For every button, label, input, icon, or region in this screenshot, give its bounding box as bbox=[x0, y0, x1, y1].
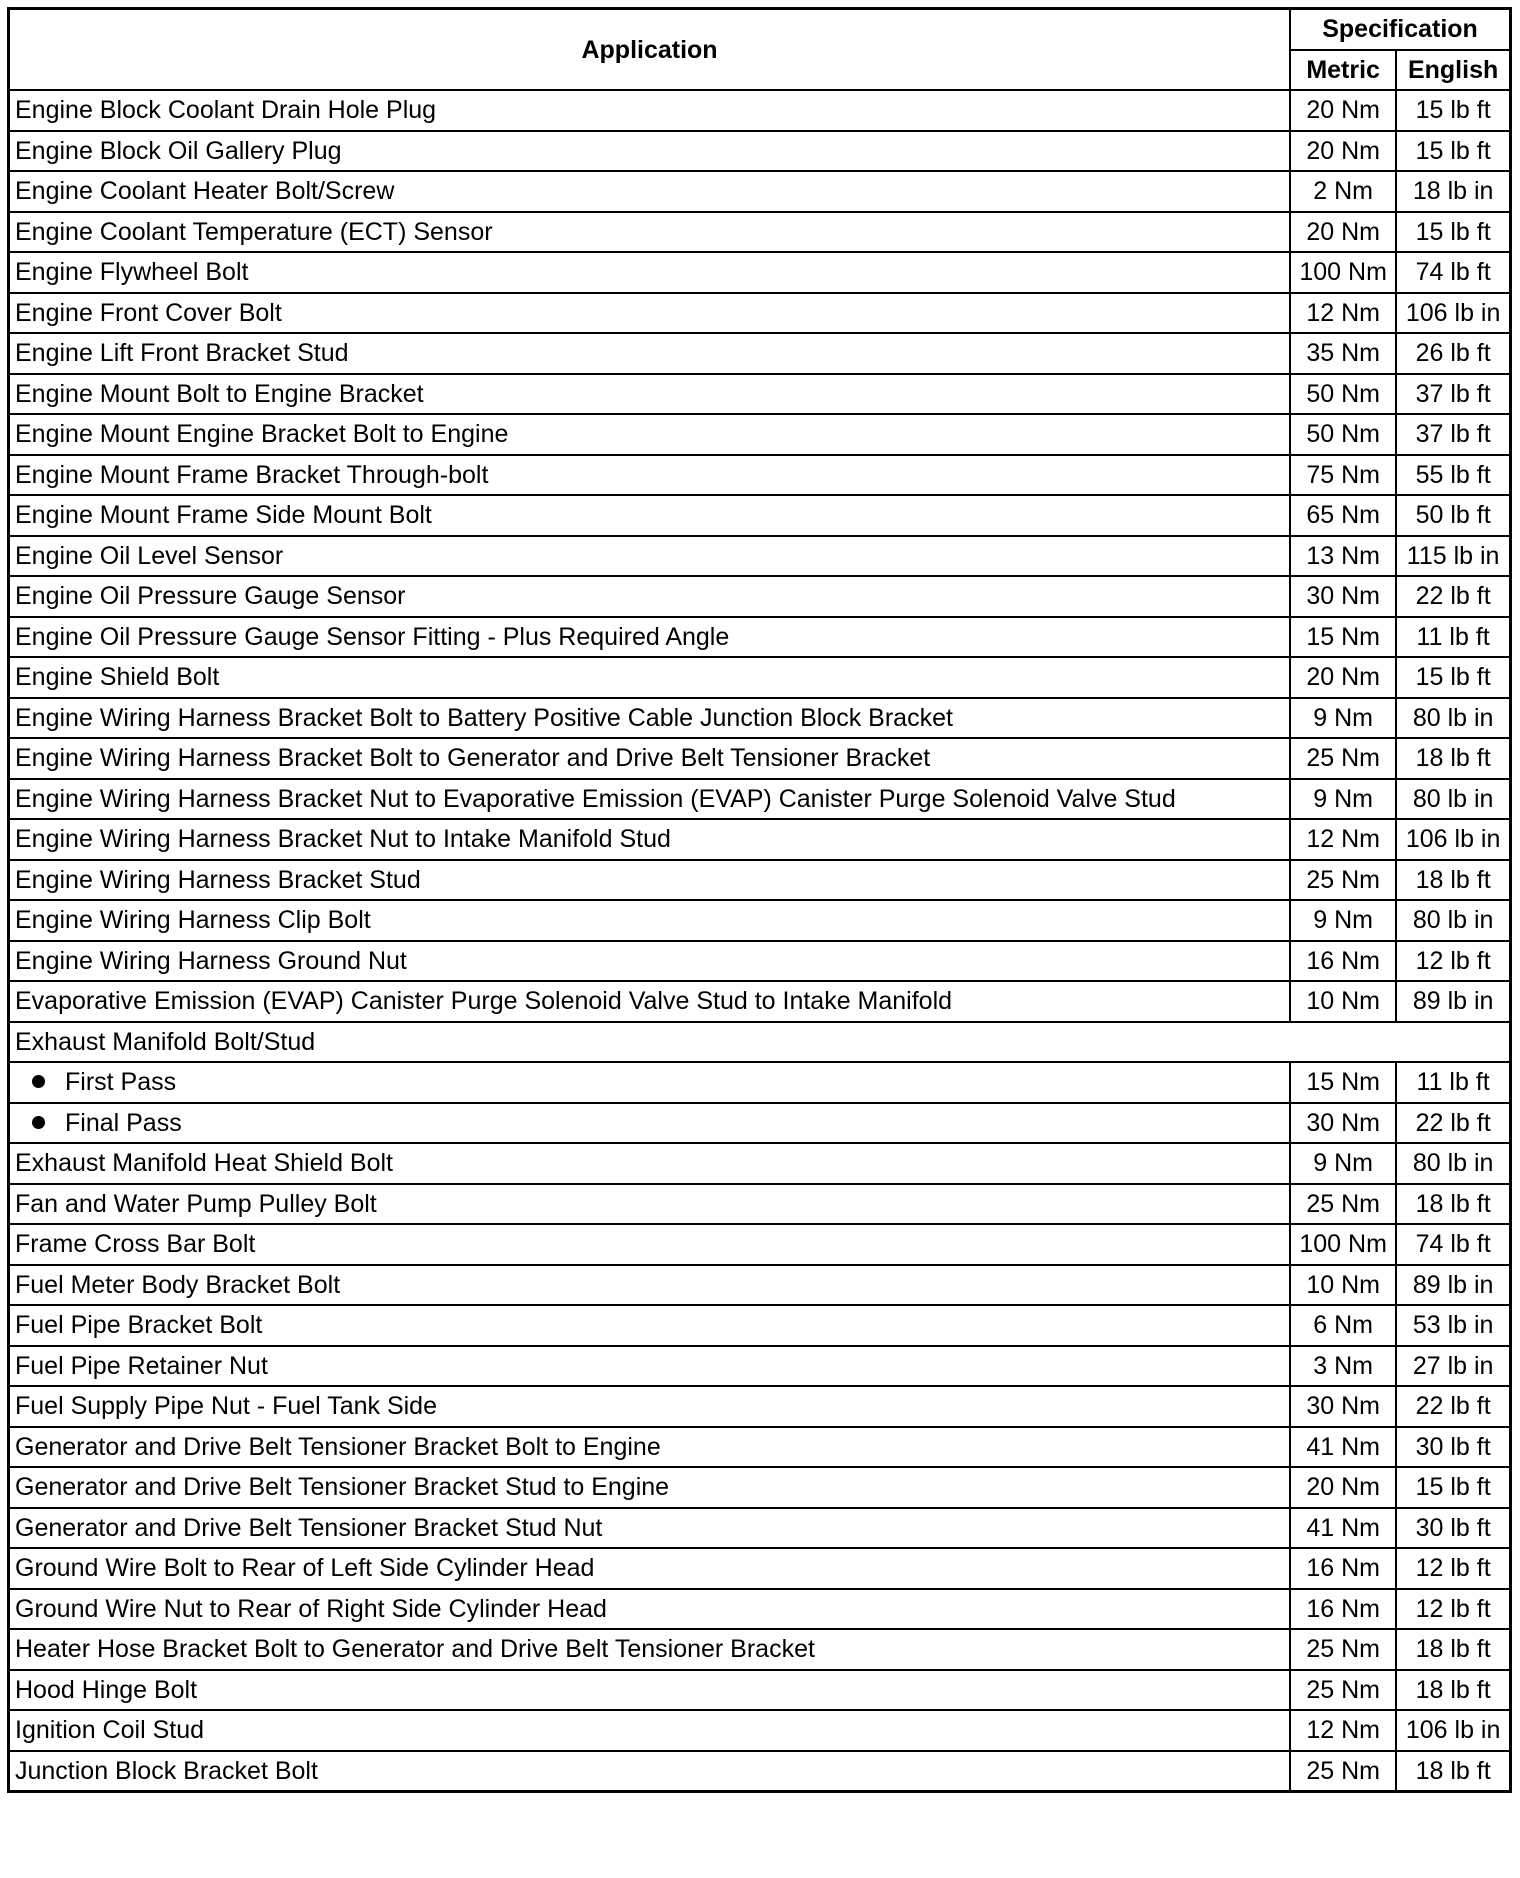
metric-cell: 9 Nm bbox=[1290, 779, 1396, 820]
metric-cell: 20 Nm bbox=[1290, 90, 1396, 131]
metric-cell: 41 Nm bbox=[1290, 1427, 1396, 1468]
application-cell: Ground Wire Bolt to Rear of Left Side Cylinder Head bbox=[9, 1548, 1291, 1589]
application-cell: Engine Wiring Harness Bracket Nut to Intake Manifold Stud bbox=[9, 819, 1291, 860]
english-cell: 37 lb ft bbox=[1396, 374, 1510, 415]
table-row bbox=[9, 1427, 1511, 1468]
metric-cell: 12 Nm bbox=[1290, 293, 1396, 334]
table-row bbox=[9, 536, 1511, 577]
application-cell: Engine Mount Frame Bracket Through-bolt bbox=[9, 455, 1291, 496]
table-row bbox=[9, 1022, 1511, 1063]
table-row bbox=[9, 1062, 1511, 1103]
metric-cell: 25 Nm bbox=[1290, 1184, 1396, 1225]
table-row bbox=[9, 1467, 1511, 1508]
metric-cell: 75 Nm bbox=[1290, 455, 1396, 496]
english-cell: 26 lb ft bbox=[1396, 333, 1510, 374]
metric-cell: 25 Nm bbox=[1290, 1629, 1396, 1670]
specification-header: Specification bbox=[1290, 9, 1510, 50]
application-cell: Engine Wiring Harness Bracket Nut to Evaporative Emission (EVAP) Canister Purge Solenoid Valve Stud bbox=[9, 779, 1291, 820]
table-row bbox=[9, 1589, 1511, 1630]
metric-cell: 30 Nm bbox=[1290, 1386, 1396, 1427]
application-cell: Engine Lift Front Bracket Stud bbox=[9, 333, 1291, 374]
english-cell: 22 lb ft bbox=[1396, 1103, 1510, 1144]
metric-cell: 16 Nm bbox=[1290, 1589, 1396, 1630]
application-cell: Engine Mount Frame Side Mount Bolt bbox=[9, 495, 1291, 536]
english-cell: 74 lb ft bbox=[1396, 1224, 1510, 1265]
application-cell: Heater Hose Bracket Bolt to Generator and Drive Belt Tensioner Bracket bbox=[9, 1629, 1291, 1670]
application-cell: Engine Wiring Harness Bracket Bolt to Generator and Drive Belt Tensioner Bracket bbox=[9, 738, 1291, 779]
english-cell: 80 lb in bbox=[1396, 1143, 1510, 1184]
english-cell: 50 lb ft bbox=[1396, 495, 1510, 536]
metric-cell: 12 Nm bbox=[1290, 819, 1396, 860]
english-cell: 37 lb ft bbox=[1396, 414, 1510, 455]
english-header: English bbox=[1396, 50, 1510, 91]
table-row bbox=[9, 1224, 1511, 1265]
application-cell: Engine Coolant Heater Bolt/Screw bbox=[9, 171, 1291, 212]
english-cell: 89 lb in bbox=[1396, 1265, 1510, 1306]
english-cell: 106 lb in bbox=[1396, 293, 1510, 334]
table-row bbox=[9, 981, 1511, 1022]
metric-cell: 30 Nm bbox=[1290, 576, 1396, 617]
header-row-top bbox=[9, 9, 1511, 50]
english-cell: 74 lb ft bbox=[1396, 252, 1510, 293]
application-cell: Engine Oil Level Sensor bbox=[9, 536, 1291, 577]
metric-cell: 16 Nm bbox=[1290, 941, 1396, 982]
metric-cell: 35 Nm bbox=[1290, 333, 1396, 374]
table-row bbox=[9, 252, 1511, 293]
application-cell: Junction Block Bracket Bolt bbox=[9, 1751, 1291, 1792]
metric-cell: 20 Nm bbox=[1290, 657, 1396, 698]
english-cell: 12 lb ft bbox=[1396, 1589, 1510, 1630]
application-cell: Generator and Drive Belt Tensioner Bracket Stud Nut bbox=[9, 1508, 1291, 1549]
metric-cell: 41 Nm bbox=[1290, 1508, 1396, 1549]
application-cell: Engine Wiring Harness Bracket Bolt to Battery Positive Cable Junction Block Bracket bbox=[9, 698, 1291, 739]
application-cell: Engine Flywheel Bolt bbox=[9, 252, 1291, 293]
metric-cell: 50 Nm bbox=[1290, 414, 1396, 455]
torque-specification-table bbox=[7, 7, 1512, 1793]
metric-cell: 10 Nm bbox=[1290, 1265, 1396, 1306]
application-cell: Engine Wiring Harness Bracket Stud bbox=[9, 860, 1291, 901]
metric-cell: 50 Nm bbox=[1290, 374, 1396, 415]
table-row bbox=[9, 576, 1511, 617]
application-cell: Engine Oil Pressure Gauge Sensor Fitting - Plus Required Angle bbox=[9, 617, 1291, 658]
table-row bbox=[9, 1508, 1511, 1549]
metric-cell: 25 Nm bbox=[1290, 1751, 1396, 1792]
application-cell: Engine Mount Bolt to Engine Bracket bbox=[9, 374, 1291, 415]
application-text: Final Pass bbox=[65, 1108, 182, 1137]
english-cell: 11 lb ft bbox=[1396, 1062, 1510, 1103]
table-row bbox=[9, 1629, 1511, 1670]
application-cell: Engine Wiring Harness Clip Bolt bbox=[9, 900, 1291, 941]
application-cell: Engine Shield Bolt bbox=[9, 657, 1291, 698]
application-cell: Engine Block Oil Gallery Plug bbox=[9, 131, 1291, 172]
application-cell: Exhaust Manifold Heat Shield Bolt bbox=[9, 1143, 1291, 1184]
table-row bbox=[9, 414, 1511, 455]
metric-cell: 100 Nm bbox=[1290, 1224, 1396, 1265]
english-cell: 55 lb ft bbox=[1396, 455, 1510, 496]
english-cell: 15 lb ft bbox=[1396, 90, 1510, 131]
table-row bbox=[9, 1386, 1511, 1427]
table-row bbox=[9, 171, 1511, 212]
table-row bbox=[9, 1710, 1511, 1751]
table-row bbox=[9, 860, 1511, 901]
application-cell: Fuel Supply Pipe Nut - Fuel Tank Side bbox=[9, 1386, 1291, 1427]
application-cell: Generator and Drive Belt Tensioner Bracket Bolt to Engine bbox=[9, 1427, 1291, 1468]
application-cell: Engine Block Coolant Drain Hole Plug bbox=[9, 90, 1291, 131]
application-cell bbox=[9, 1103, 1291, 1144]
application-header: Application bbox=[9, 9, 1291, 91]
english-cell: 18 lb ft bbox=[1396, 860, 1510, 901]
english-cell: 11 lb ft bbox=[1396, 617, 1510, 658]
english-cell: 15 lb ft bbox=[1396, 212, 1510, 253]
english-cell: 15 lb ft bbox=[1396, 131, 1510, 172]
application-cell: Fuel Pipe Bracket Bolt bbox=[9, 1305, 1291, 1346]
application-cell: Ignition Coil Stud bbox=[9, 1710, 1291, 1751]
metric-cell: 30 Nm bbox=[1290, 1103, 1396, 1144]
application-cell: Fuel Meter Body Bracket Bolt bbox=[9, 1265, 1291, 1306]
english-cell: 30 lb ft bbox=[1396, 1508, 1510, 1549]
table-row bbox=[9, 1184, 1511, 1225]
table-row bbox=[9, 617, 1511, 658]
application-cell: Engine Oil Pressure Gauge Sensor bbox=[9, 576, 1291, 617]
table-header bbox=[9, 9, 1511, 91]
application-text: First Pass bbox=[65, 1068, 177, 1097]
english-cell: 18 lb ft bbox=[1396, 1670, 1510, 1711]
english-cell: 18 lb ft bbox=[1396, 738, 1510, 779]
english-cell: 18 lb ft bbox=[1396, 1629, 1510, 1670]
table-row bbox=[9, 1548, 1511, 1589]
table-row bbox=[9, 1265, 1511, 1306]
metric-cell: 2 Nm bbox=[1290, 171, 1396, 212]
metric-cell: 9 Nm bbox=[1290, 900, 1396, 941]
metric-cell: 20 Nm bbox=[1290, 1467, 1396, 1508]
metric-cell: 9 Nm bbox=[1290, 1143, 1396, 1184]
table-row bbox=[9, 941, 1511, 982]
table-row bbox=[9, 333, 1511, 374]
table-row bbox=[9, 455, 1511, 496]
metric-header: Metric bbox=[1290, 50, 1396, 91]
english-cell: 106 lb in bbox=[1396, 819, 1510, 860]
application-cell: Fan and Water Pump Pulley Bolt bbox=[9, 1184, 1291, 1225]
table-body bbox=[9, 90, 1511, 1792]
table-row bbox=[9, 1143, 1511, 1184]
application-cell: Generator and Drive Belt Tensioner Bracket Stud to Engine bbox=[9, 1467, 1291, 1508]
metric-cell: 3 Nm bbox=[1290, 1346, 1396, 1387]
metric-cell: 25 Nm bbox=[1290, 738, 1396, 779]
english-cell: 80 lb in bbox=[1396, 779, 1510, 820]
metric-cell: 13 Nm bbox=[1290, 536, 1396, 577]
table-row bbox=[9, 1305, 1511, 1346]
application-cell: Fuel Pipe Retainer Nut bbox=[9, 1346, 1291, 1387]
english-cell: 12 lb ft bbox=[1396, 941, 1510, 982]
english-cell: 53 lb in bbox=[1396, 1305, 1510, 1346]
english-cell: 80 lb in bbox=[1396, 900, 1510, 941]
metric-cell: 6 Nm bbox=[1290, 1305, 1396, 1346]
english-cell: 106 lb in bbox=[1396, 1710, 1510, 1751]
english-cell: 18 lb ft bbox=[1396, 1751, 1510, 1792]
metric-cell: 20 Nm bbox=[1290, 131, 1396, 172]
english-cell: 18 lb ft bbox=[1396, 1184, 1510, 1225]
bullet-icon bbox=[32, 1075, 45, 1088]
table-row bbox=[9, 819, 1511, 860]
table-row bbox=[9, 1103, 1511, 1144]
table-row bbox=[9, 1346, 1511, 1387]
metric-cell: 25 Nm bbox=[1290, 860, 1396, 901]
english-cell: 115 lb in bbox=[1396, 536, 1510, 577]
metric-cell: 100 Nm bbox=[1290, 252, 1396, 293]
english-cell: 30 lb ft bbox=[1396, 1427, 1510, 1468]
metric-cell: 15 Nm bbox=[1290, 617, 1396, 658]
application-cell: Evaporative Emission (EVAP) Canister Purge Solenoid Valve Stud to Intake Manifold bbox=[9, 981, 1291, 1022]
metric-cell: 12 Nm bbox=[1290, 1710, 1396, 1751]
english-cell: 15 lb ft bbox=[1396, 657, 1510, 698]
table-row bbox=[9, 495, 1511, 536]
application-cell: Engine Coolant Temperature (ECT) Sensor bbox=[9, 212, 1291, 253]
metric-cell: 9 Nm bbox=[1290, 698, 1396, 739]
bullet-icon bbox=[32, 1116, 45, 1129]
english-cell: 27 lb in bbox=[1396, 1346, 1510, 1387]
table-row bbox=[9, 90, 1511, 131]
table-row bbox=[9, 212, 1511, 253]
metric-cell: 16 Nm bbox=[1290, 1548, 1396, 1589]
metric-cell: 10 Nm bbox=[1290, 981, 1396, 1022]
english-cell: 15 lb ft bbox=[1396, 1467, 1510, 1508]
application-group-cell: Exhaust Manifold Bolt/Stud bbox=[9, 1022, 1511, 1063]
english-cell: 80 lb in bbox=[1396, 698, 1510, 739]
table-row bbox=[9, 779, 1511, 820]
application-cell: Frame Cross Bar Bolt bbox=[9, 1224, 1291, 1265]
table-row bbox=[9, 293, 1511, 334]
application-cell: Hood Hinge Bolt bbox=[9, 1670, 1291, 1711]
metric-cell: 65 Nm bbox=[1290, 495, 1396, 536]
table-row bbox=[9, 900, 1511, 941]
metric-cell: 15 Nm bbox=[1290, 1062, 1396, 1103]
application-cell: Engine Wiring Harness Ground Nut bbox=[9, 941, 1291, 982]
english-cell: 18 lb in bbox=[1396, 171, 1510, 212]
application-cell: Engine Mount Engine Bracket Bolt to Engine bbox=[9, 414, 1291, 455]
table-row bbox=[9, 131, 1511, 172]
application-cell: Engine Front Cover Bolt bbox=[9, 293, 1291, 334]
table-row bbox=[9, 738, 1511, 779]
table-row bbox=[9, 657, 1511, 698]
metric-cell: 20 Nm bbox=[1290, 212, 1396, 253]
english-cell: 12 lb ft bbox=[1396, 1548, 1510, 1589]
table-row bbox=[9, 1670, 1511, 1711]
english-cell: 22 lb ft bbox=[1396, 576, 1510, 617]
english-cell: 22 lb ft bbox=[1396, 1386, 1510, 1427]
english-cell: 89 lb in bbox=[1396, 981, 1510, 1022]
metric-cell: 25 Nm bbox=[1290, 1670, 1396, 1711]
table-row bbox=[9, 1751, 1511, 1792]
application-cell: Ground Wire Nut to Rear of Right Side Cylinder Head bbox=[9, 1589, 1291, 1630]
table-row bbox=[9, 698, 1511, 739]
application-cell bbox=[9, 1062, 1291, 1103]
table-row bbox=[9, 374, 1511, 415]
